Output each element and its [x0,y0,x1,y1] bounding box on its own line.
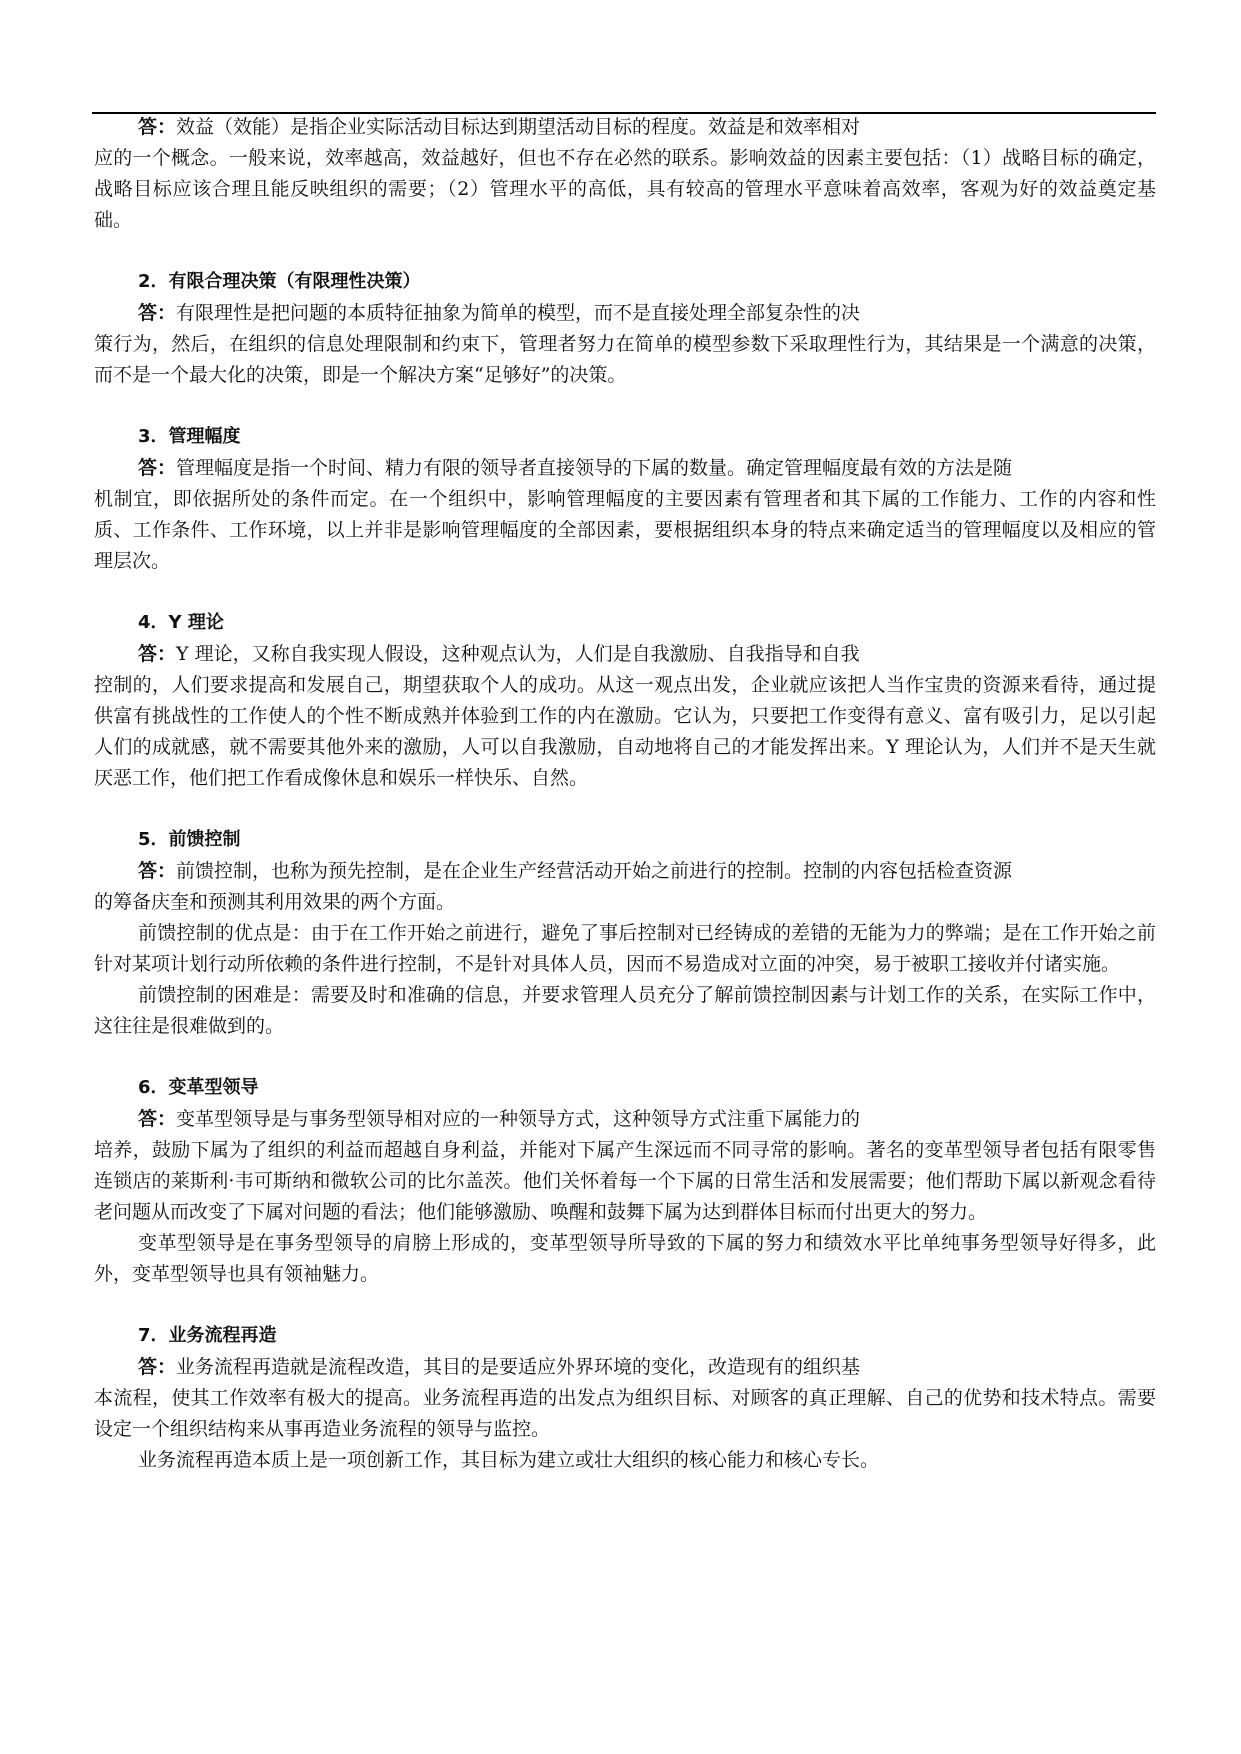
answer-continuation: 应的一个概念。一般来说，效率越高，效益越好，但也不存在必然的联系。影响效益的因素主要包括：（1）战略目标的确定，战略目标应该合理且能反映组织的需要；（2）管理水平的高低，具有较高的管理水平意味着高效率，客观为好的效益奠定基础。 [94,147,1156,231]
answer-label: 答： [138,1356,177,1378]
section-5 [94,824,1156,1042]
section-heading: 2．有限合理决策（有限理性决策） [138,271,421,292]
section-4 [94,607,1156,794]
answer-lead-text: 有限理性是把问题的本质特征抽象为简单的模型，而不是直接处理全部复杂性的决 [176,302,861,324]
answer-paragraph: 业务流程再造本质上是一项创新工作，其目标为建立或壮大组织的核心能力和核心专长。 [138,1449,880,1471]
section-7 [94,1320,1156,1476]
answer-lead-text: 变革型领导是与事务型领导相对应的一种领导方式，这种领导方式注重下属能力的 [176,1108,861,1130]
answer-lead-text: 管理幅度是指一个时间、精力有限的领导者直接领导的下属的数量。确定管理幅度最有效的方法是随 [176,457,1013,479]
section-heading: 7．业务流程再造 [138,1325,277,1346]
section-heading: 5．前馈控制 [138,829,241,850]
answer-lead-line [138,639,1098,670]
answer-label: 答： [138,643,177,665]
answer-lead-line [138,1104,1098,1135]
answer-lead-line [138,856,1098,887]
answer-label: 答： [138,1108,177,1130]
answer-label: 答： [138,860,177,882]
answer-lead-line [138,1352,1098,1383]
section-6 [94,1072,1156,1290]
answer-lead-line [138,453,1098,484]
answer-label: 答： [138,116,177,138]
answer-continuation: 策行为，然后，在组织的信息处理限制和约束下，管理者努力在简单的模型参数下采取理性行为，其结果是一个满意的决策，而不是一个最大化的决策，即是一个解决方案“足够好”的决策。 [94,333,1156,386]
answer-lead-line [138,298,1098,329]
answer-lead-text: 业务流程再造就是流程改造，其目的是要适应外界环境的变化，改造现有的组织基 [176,1356,861,1378]
section-heading: 4．Y 理论 [138,612,224,633]
section-1 [94,112,1156,236]
answer-continuation: 培养，鼓励下属为了组织的利益而超越自身利益，并能对下属产生深远而不同寻常的影响。著名的变革型领导者包括有限零售连锁店的莱斯利·韦可斯纳和微软公司的比尔盖茨。他们关怀着每一个下属的日常生活和发展需要；他们帮助下属以新观念看待老问题从而改变了下属对问题的看法；他们能够激励、唤醒和鼓舞下属为达到群体目标而付出更大的努力。 [94,1139,1156,1223]
answer-continuation: 本流程，使其工作效率有极大的提高。业务流程再造的出发点为组织目标、对顾客的真正理解、自己的优势和技术特点。需要设定一个组织结构来从事再造业务流程的领导与监控。 [94,1387,1156,1440]
answer-label: 答： [138,302,177,324]
answer-paragraph: 前馈控制的困难是：需要及时和准确的信息，并要求管理人员充分了解前馈控制因素与计划工作的关系，在实际工作中，这往往是很难做到的。 [94,984,1156,1037]
section-heading: 6．变革型领导 [138,1077,259,1098]
answer-paragraph: 前馈控制的优点是：由于在工作开始之前进行，避免了事后控制对已经铸成的差错的无能为力的弊端；是在工作开始之前针对某项计划行动所依赖的条件进行控制，不是针对具体人员，因而不易造成对立面的冲突，易于被职工接收并付诸实施。 [94,922,1156,975]
answer-paragraph: 变革型领导是在事务型领导的肩膀上形成的，变革型领导所导致的下属的努力和绩效水平比单纯事务型领导好得多，此外，变革型领导也具有领袖魅力。 [94,1232,1156,1285]
answer-lead-text: 效益（效能）是指企业实际活动目标达到期望活动目标的程度。效益是和效率相对 [176,116,861,138]
answer-lead-text: 前馈控制，也称为预先控制，是在企业生产经营活动开始之前进行的控制。控制的内容包括检查资源 [176,860,1013,882]
document-body [94,112,1156,1506]
answer-continuation: 控制的，人们要求提高和发展自己，期望获取个人的成功。从这一观点出发，企业就应该把人当作宝贵的资源来看待，通过提供富有挑战性的工作使人的个性不断成熟并体验到工作的内在激励。它认为，只要把工作变得有意义、富有吸引力，足以引起人们的成就感，就不需要其他外来的激励，人可以自我激励，自动地将自己的才能发挥出来。Y 理论认为，人们并不是天生就厌恶工作，他们把工作看成像休息和娱乐一样快乐、自然。 [94,674,1156,789]
section-2 [94,266,1156,391]
answer-lead-text: Y 理论，又称自我实现人假设，这种观点认为，人们是自我激励、自我指导和自我 [176,643,860,665]
answer-lead-line [138,112,1098,143]
answer-label: 答： [138,457,177,479]
section-3 [94,421,1156,577]
answer-continuation: 机制宜，即依据所处的条件而定。在一个组织中，影响管理幅度的主要因素有管理者和其下属的工作能力、工作的内容和性质、工作条件、工作环境，以上并非是影响管理幅度的全部因素，要根据组织本身的特点来确定适当的管理幅度以及相应的管理层次。 [94,488,1156,572]
answer-continuation: 的筹备庆奎和预测其利用效果的两个方面。 [94,891,456,913]
section-heading: 3．管理幅度 [138,426,241,447]
